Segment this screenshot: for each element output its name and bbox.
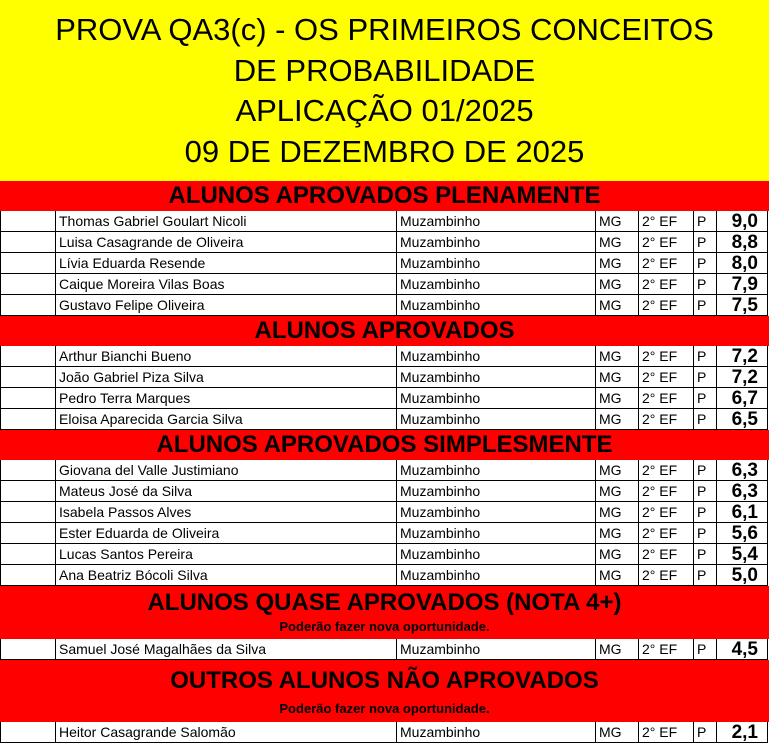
index-cell bbox=[0, 295, 56, 316]
grade: 2° EF bbox=[639, 481, 694, 502]
table-row bbox=[0, 565, 769, 586]
student-name: Heitor Casagrande Salomão bbox=[56, 722, 397, 743]
title-line-3: APLICAÇÃO 01/2025 bbox=[235, 93, 534, 128]
city: Muzambinho bbox=[397, 502, 596, 523]
table-row bbox=[0, 253, 769, 274]
student-name: Luisa Casagrande de Oliveira bbox=[56, 232, 397, 253]
table-row bbox=[0, 481, 769, 502]
city: Muzambinho bbox=[397, 388, 596, 409]
score: 2,1 bbox=[717, 722, 768, 743]
student-name: Thomas Gabriel Goulart Nicoli bbox=[56, 211, 397, 232]
table-row bbox=[0, 295, 769, 316]
state: MG bbox=[596, 481, 639, 502]
grade: 2° EF bbox=[639, 211, 694, 232]
section-header-plenamente bbox=[0, 181, 769, 211]
score: 6,3 bbox=[717, 460, 768, 481]
state: MG bbox=[596, 274, 639, 295]
grade: 2° EF bbox=[639, 388, 694, 409]
city: Muzambinho bbox=[397, 211, 596, 232]
table-row bbox=[0, 502, 769, 523]
score: 8,8 bbox=[717, 232, 768, 253]
table-row bbox=[0, 232, 769, 253]
student-name: João Gabriel Piza Silva bbox=[56, 367, 397, 388]
score: 6,3 bbox=[717, 481, 768, 502]
title-block bbox=[0, 0, 769, 181]
student-name: Caique Moreira Vilas Boas bbox=[56, 274, 397, 295]
state: MG bbox=[596, 460, 639, 481]
student-name: Arthur Bianchi Bueno bbox=[56, 346, 397, 367]
score: 6,1 bbox=[717, 502, 768, 523]
grade: 2° EF bbox=[639, 253, 694, 274]
score: 5,4 bbox=[717, 544, 768, 565]
state: MG bbox=[596, 722, 639, 743]
grade: 2° EF bbox=[639, 295, 694, 316]
index-cell bbox=[0, 565, 56, 586]
index-cell bbox=[0, 409, 56, 430]
grade: 2° EF bbox=[639, 367, 694, 388]
table-row bbox=[0, 722, 769, 743]
section-header-simplesmente bbox=[0, 430, 769, 460]
grade: 2° EF bbox=[639, 502, 694, 523]
city: Muzambinho bbox=[397, 295, 596, 316]
state: MG bbox=[596, 346, 639, 367]
grade: 2° EF bbox=[639, 346, 694, 367]
index-cell bbox=[0, 639, 56, 660]
city: Muzambinho bbox=[397, 409, 596, 430]
section-heading: ALUNOS APROVADOS bbox=[254, 317, 515, 344]
title-line-1: PROVA QA3(c) - OS PRIMEIROS CONCEITOS bbox=[55, 12, 714, 47]
student-name: Isabela Passos Alves bbox=[56, 502, 397, 523]
type: P bbox=[694, 232, 717, 253]
section-heading: OUTROS ALUNOS NÃO APROVADOS bbox=[170, 667, 599, 694]
index-cell bbox=[0, 367, 56, 388]
table-row bbox=[0, 409, 769, 430]
score: 5,0 bbox=[717, 565, 768, 586]
type: P bbox=[694, 409, 717, 430]
section-header-aprovados bbox=[0, 316, 769, 346]
score: 8,0 bbox=[717, 253, 768, 274]
state: MG bbox=[596, 502, 639, 523]
section-heading: ALUNOS APROVADOS PLENAMENTE bbox=[168, 182, 601, 209]
state: MG bbox=[596, 565, 639, 586]
type: P bbox=[694, 367, 717, 388]
city: Muzambinho bbox=[397, 253, 596, 274]
score: 9,0 bbox=[717, 211, 768, 232]
city: Muzambinho bbox=[397, 346, 596, 367]
city: Muzambinho bbox=[397, 481, 596, 502]
type: P bbox=[694, 274, 717, 295]
index-cell bbox=[0, 346, 56, 367]
score: 5,6 bbox=[717, 523, 768, 544]
state: MG bbox=[596, 409, 639, 430]
index-cell bbox=[0, 232, 56, 253]
section-header-nao-aprovados bbox=[0, 660, 769, 722]
grade: 2° EF bbox=[639, 565, 694, 586]
city: Muzambinho bbox=[397, 565, 596, 586]
grade: 2° EF bbox=[639, 523, 694, 544]
grade: 2° EF bbox=[639, 639, 694, 660]
state: MG bbox=[596, 544, 639, 565]
student-name: Ester Eduarda de Oliveira bbox=[56, 523, 397, 544]
type: P bbox=[694, 722, 717, 743]
grade: 2° EF bbox=[639, 460, 694, 481]
student-name: Samuel José Magalhães da Silva bbox=[56, 639, 397, 660]
student-name: Eloisa Aparecida Garcia Silva bbox=[56, 409, 397, 430]
student-name: Lívia Eduarda Resende bbox=[56, 253, 397, 274]
type: P bbox=[694, 565, 717, 586]
table-row bbox=[0, 367, 769, 388]
section-note: Poderão fazer nova oportunidade. bbox=[279, 701, 490, 716]
grade: 2° EF bbox=[639, 409, 694, 430]
index-cell bbox=[0, 388, 56, 409]
score: 4,5 bbox=[717, 639, 768, 660]
city: Muzambinho bbox=[397, 544, 596, 565]
table-row bbox=[0, 346, 769, 367]
type: P bbox=[694, 544, 717, 565]
student-name: Giovana del Valle Justimiano bbox=[56, 460, 397, 481]
table-row bbox=[0, 460, 769, 481]
score: 7,2 bbox=[717, 346, 768, 367]
student-name: Mateus José da Silva bbox=[56, 481, 397, 502]
index-cell bbox=[0, 523, 56, 544]
index-cell bbox=[0, 502, 56, 523]
type: P bbox=[694, 388, 717, 409]
table-row bbox=[0, 388, 769, 409]
index-cell bbox=[0, 481, 56, 502]
score: 7,2 bbox=[717, 367, 768, 388]
city: Muzambinho bbox=[397, 367, 596, 388]
state: MG bbox=[596, 232, 639, 253]
student-name: Gustavo Felipe Oliveira bbox=[56, 295, 397, 316]
state: MG bbox=[596, 295, 639, 316]
city: Muzambinho bbox=[397, 460, 596, 481]
index-cell bbox=[0, 274, 56, 295]
city: Muzambinho bbox=[397, 274, 596, 295]
grade: 2° EF bbox=[639, 722, 694, 743]
section-header-quase-aprovados bbox=[0, 586, 769, 639]
section-heading: ALUNOS APROVADOS SIMPLESMENTE bbox=[156, 431, 613, 458]
table-row bbox=[0, 274, 769, 295]
city: Muzambinho bbox=[397, 722, 596, 743]
student-name: Ana Beatriz Bócoli Silva bbox=[56, 565, 397, 586]
score: 7,5 bbox=[717, 295, 768, 316]
type: P bbox=[694, 460, 717, 481]
state: MG bbox=[596, 367, 639, 388]
type: P bbox=[694, 211, 717, 232]
index-cell bbox=[0, 544, 56, 565]
title-line-2: DE PROBABILIDADE bbox=[233, 52, 536, 88]
index-cell bbox=[0, 211, 56, 232]
score: 6,7 bbox=[717, 388, 768, 409]
state: MG bbox=[596, 523, 639, 544]
grade: 2° EF bbox=[639, 274, 694, 295]
table-row bbox=[0, 544, 769, 565]
city: Muzambinho bbox=[397, 232, 596, 253]
index-cell bbox=[0, 253, 56, 274]
score: 6,5 bbox=[717, 409, 768, 430]
index-cell bbox=[0, 460, 56, 481]
index-cell bbox=[0, 722, 56, 743]
grade: 2° EF bbox=[639, 232, 694, 253]
city: Muzambinho bbox=[397, 639, 596, 660]
state: MG bbox=[596, 388, 639, 409]
state: MG bbox=[596, 253, 639, 274]
table-row bbox=[0, 211, 769, 232]
type: P bbox=[694, 639, 717, 660]
section-note: Poderão fazer nova oportunidade. bbox=[279, 619, 490, 634]
type: P bbox=[694, 481, 717, 502]
city: Muzambinho bbox=[397, 523, 596, 544]
type: P bbox=[694, 253, 717, 274]
score: 7,9 bbox=[717, 274, 768, 295]
type: P bbox=[694, 502, 717, 523]
student-name: Pedro Terra Marques bbox=[56, 388, 397, 409]
state: MG bbox=[596, 639, 639, 660]
type: P bbox=[694, 346, 717, 367]
type: P bbox=[694, 523, 717, 544]
student-name: Lucas Santos Pereira bbox=[56, 544, 397, 565]
grade: 2° EF bbox=[639, 544, 694, 565]
table-row bbox=[0, 639, 769, 660]
section-heading: ALUNOS QUASE APROVADOS (NOTA 4+) bbox=[147, 589, 622, 616]
type: P bbox=[694, 295, 717, 316]
table-row bbox=[0, 523, 769, 544]
title-line-4: 09 DE DEZEMBRO DE 2025 bbox=[184, 133, 585, 169]
state: MG bbox=[596, 211, 639, 232]
